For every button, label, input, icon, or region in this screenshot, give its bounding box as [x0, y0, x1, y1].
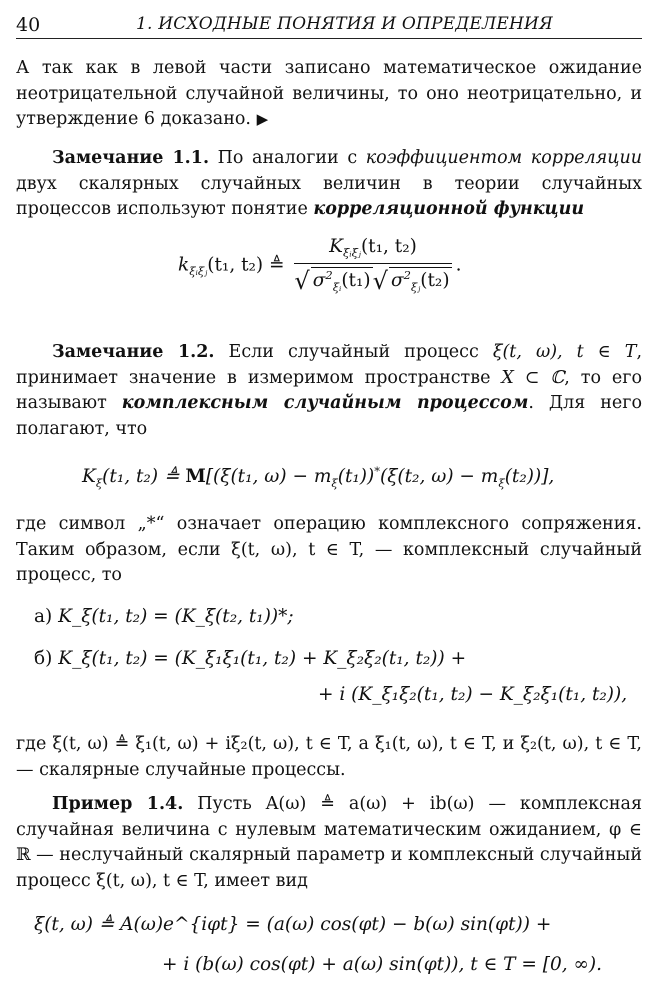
paragraph-proof-end: А так как в левой части записано математическое ожидание неотрицательной случайной величины, то оно неотрицательно, и утверждение 6 доказано. ▶	[16, 58, 642, 129]
remark-label: Замечание 1.1.	[52, 148, 210, 168]
fraction: $\frac{K_{\xi ᵢ\xi ⱼ}(t_1, t_2)}{√ \sigma^2_{\xi ᵢ}(t_1)√ \sigma^2_{\xi ⱼ}(t_2)}$	[294, 236, 450, 295]
remark-1-2: Замечание 1.2. Если случайный процесс ξ(t, ω), t ∈ T, принимает значение в измеримом пространстве X ⊂ ℂ, то его называют комплексным случайным процессом. Для него полагают, что	[16, 342, 643, 439]
formula-example-line-1: ξ(t, ω) ≜ A(ω)e^{iφt} = (a(ω) cos(φt) − b(ω) sin(φt)) +	[34, 914, 552, 935]
item-b-line-2: + i (K_ξ₁ξ₂(t₁, t₂) − K_ξ₂ξ₁(t₁, t₂)),	[318, 684, 628, 705]
formula-correlation-coefficient: $k_{\xi ᵢ\xi ⱼ}(t_1$, t₂) ≜ $\frac{K_{\xi ᵢ\xi ⱼ}(t_1, t_2)}{√ \sigma^2_{\xi ᵢ}(t_1)√ \sigma^2_{\xi ⱼ}(t_2)}$ .	[178, 236, 462, 295]
remark-1-1: Замечание 1.1. По аналогии с коэффициентом корреляции двух скалярных случайных величин в теории случайных процессов используют понятие корреляционной функции	[16, 148, 643, 219]
example-1-4: Пример 1.4. Пусть A(ω) ≜ a(ω) + ib(ω) — комплексная случайная величина с нулевым математическим ожиданием, φ ∈ ℝ — неслучайный скалярный параметр и комплексный случайный процесс ξ(t, ω), t ∈ T, имеет вид	[16, 794, 642, 891]
page-number: 40	[16, 14, 41, 36]
end-of-proof-mark: ▶	[256, 110, 269, 128]
paragraph-scalar-processes: где ξ(t, ω) ≜ ξ₁(t, ω) + iξ₂(t, ω), t ∈ T, а ξ₁(t, ω), t ∈ T, и ξ₂(t, ω), t ∈ T, — скалярные случайные процессы.	[16, 734, 642, 780]
page-header	[16, 10, 642, 39]
item-b-line-1: б) K_ξ(t₁, t₂) = (K_ξ₁ξ₁(t₁, t₂) + K_ξ₂ξ₂(t₁, t₂)) +	[34, 648, 467, 669]
running-title: 1. ИСХОДНЫЕ ПОНЯТИЯ И ОПРЕДЕЛЕНИЯ	[136, 14, 553, 34]
example-label: Пример 1.4.	[52, 794, 184, 814]
term-complex-process: комплексным случайным процессом	[121, 393, 529, 413]
item-a: а) K_ξ(t₁, t₂) = (K_ξ(t₂, t₁))*;	[34, 606, 294, 627]
formula-example-line-2: + i (b(ω) cos(φt) + a(ω) sin(φt)), t ∈ T = [0, ∞).	[162, 954, 603, 975]
formula-complex-correlation: $K_\xi(t_1$, t₂) ≜ M[(ξ(t₁, $\omega) - m_\xi(t_1))^*(\xi(t_2$, $\omega) - m_\xi(t_2)$)],	[82, 464, 555, 490]
remark-label: Замечание 1.2.	[52, 342, 215, 362]
paragraph-conjugation: где символ „*“ означает операцию комплексного сопряжения. Таким образом, если ξ(t, ω), t ∈ T, — комплексный случайный процесс, то	[16, 514, 642, 585]
term-correlation-function: корреляционной функции	[313, 199, 585, 219]
